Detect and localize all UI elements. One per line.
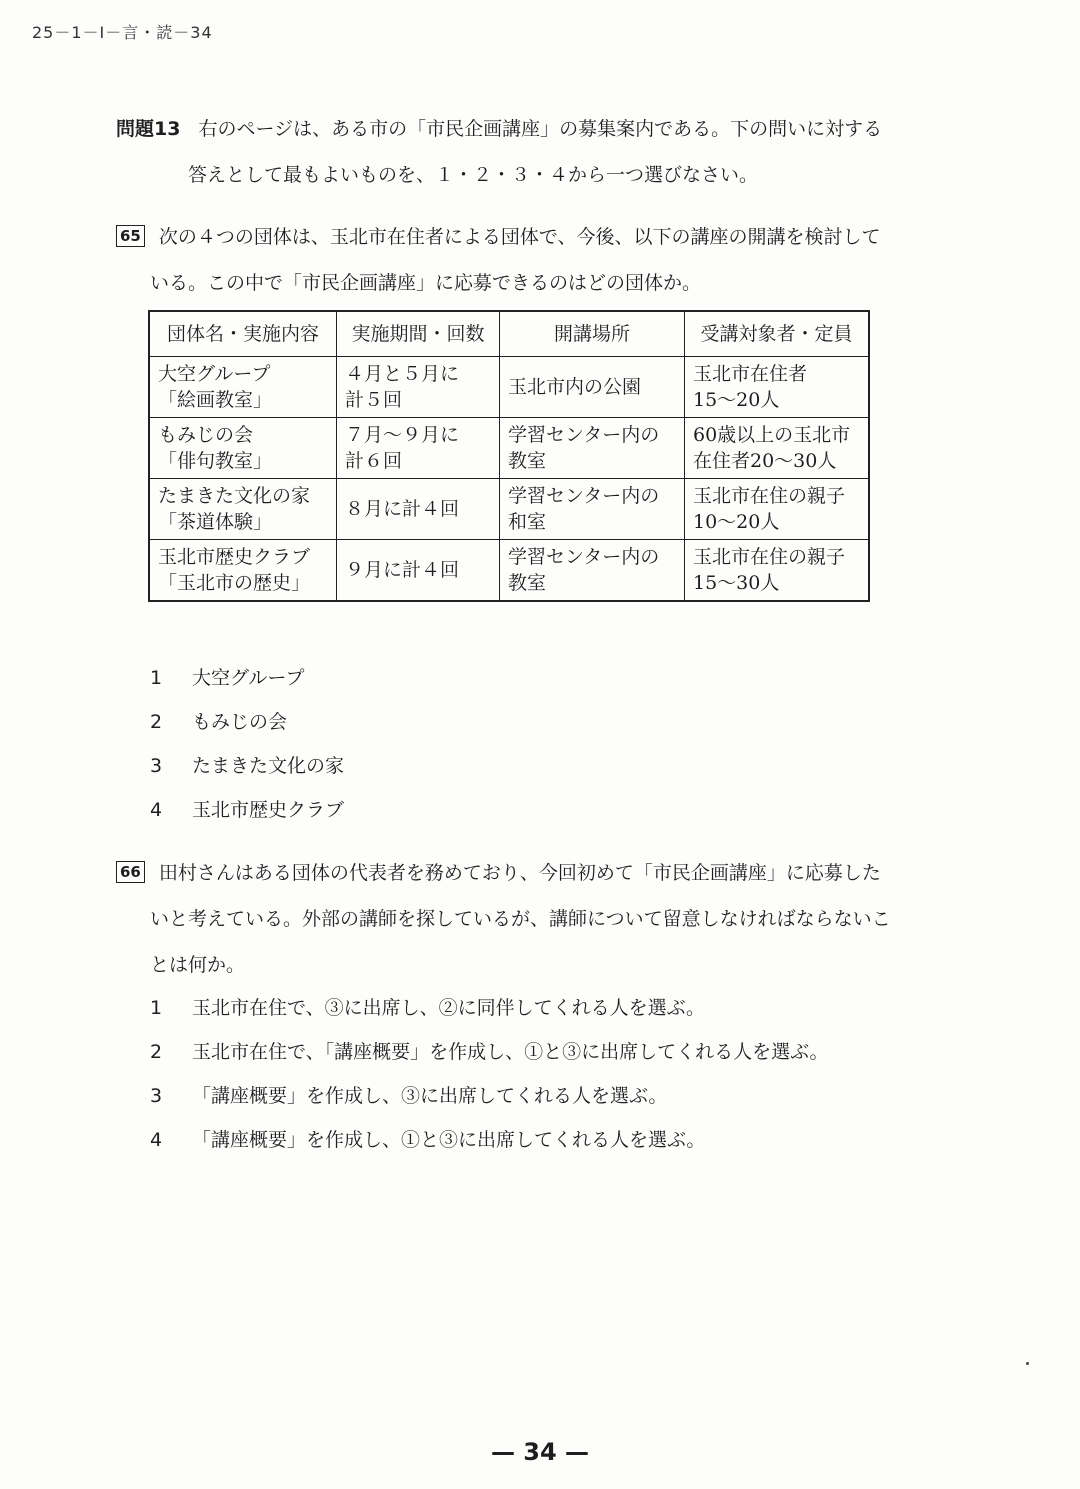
question-65-options bbox=[150, 656, 344, 832]
problem-instructions bbox=[116, 106, 956, 198]
question-66-line-2: いと考えている。外部の講師を探しているが、講師について留意しなければならないこ bbox=[150, 908, 891, 930]
question-65 bbox=[116, 214, 946, 306]
table-row bbox=[149, 357, 869, 418]
table-header: 開講場所 bbox=[500, 311, 685, 357]
venue-cell: 学習センター内の 和室 bbox=[500, 479, 685, 540]
group-cell: もみじの会 「俳句教室」 bbox=[149, 418, 337, 479]
table-row bbox=[149, 540, 869, 602]
period-cell: ８月に計４回 bbox=[337, 479, 500, 540]
target-cell: 60歳以上の玉北市 在住者20〜30人 bbox=[685, 418, 870, 479]
table-row bbox=[149, 479, 869, 540]
question-number-66: 66 bbox=[116, 861, 145, 883]
period-cell: ４月と５月に 計５回 bbox=[337, 357, 500, 418]
answer-option[interactable]: 2 玉北市在住で、「講座概要」を作成し、①と③に出席してくれる人を選ぶ。 bbox=[150, 1041, 829, 1063]
question-65-line-2: いる。この中で「市民企画講座」に応募できるのはどの団体か。 bbox=[150, 272, 702, 294]
question-66-line-1: 田村さんはある団体の代表者を務めており、今回初めて「市民企画講座」に応募した bbox=[158, 862, 881, 884]
answer-option[interactable]: 3 「講座概要」を作成し、③に出席してくれる人を選ぶ。 bbox=[150, 1085, 668, 1107]
answer-option[interactable]: 4 玉北市歴史クラブ bbox=[150, 799, 345, 821]
group-cell: 大空グループ 「絵画教室」 bbox=[149, 357, 337, 418]
answer-option[interactable]: 2 もみじの会 bbox=[150, 711, 288, 733]
period-cell: ７月〜９月に 計６回 bbox=[337, 418, 500, 479]
table-header: 受講対象者・定員 bbox=[685, 311, 870, 357]
problem-line-1: 右のページは、ある市の「市民企画講座」の募集案内である。下の問いに対する bbox=[198, 118, 883, 140]
period-cell: ９月に計４回 bbox=[337, 540, 500, 602]
answer-option[interactable]: 4 「講座概要」を作成し、①と③に出席してくれる人を選ぶ。 bbox=[150, 1129, 706, 1151]
page-number: — 34 — bbox=[490, 1438, 590, 1466]
answer-option[interactable]: 3 たまきた文化の家 bbox=[150, 755, 345, 777]
answer-option[interactable]: 1 大空グループ bbox=[150, 667, 305, 689]
problem-label: 問題13 bbox=[116, 118, 181, 140]
target-cell: 玉北市在住の親子 15〜30人 bbox=[685, 540, 870, 602]
venue-cell: 学習センター内の 教室 bbox=[500, 540, 685, 602]
answer-option[interactable]: 1 玉北市在住で、③に出席し、②に同伴してくれる人を選ぶ。 bbox=[150, 997, 706, 1019]
table-row bbox=[149, 418, 869, 479]
problem-line-2: 答えとして最もよいものを、１・２・３・４から一つ選びなさい。 bbox=[188, 164, 759, 186]
scan-speck bbox=[1026, 1362, 1029, 1365]
page-header-code: 25－1－Ⅰ－言・読－34 bbox=[32, 23, 213, 42]
table-header: 実施期間・回数 bbox=[337, 311, 500, 357]
question-number-65: 65 bbox=[116, 225, 145, 247]
table-header: 団体名・実施内容 bbox=[149, 311, 337, 357]
group-cell: たまきた文化の家 「茶道体験」 bbox=[149, 479, 337, 540]
venue-cell: 学習センター内の 教室 bbox=[500, 418, 685, 479]
question-66-line-3: とは何か。 bbox=[150, 954, 246, 976]
target-cell: 玉北市在住者 15〜20人 bbox=[685, 357, 870, 418]
question-65-line-1: 次の４つの団体は、玉北市在住者による団体で、今後、以下の講座の開講を検討して bbox=[158, 226, 881, 248]
table-header-row bbox=[149, 311, 869, 357]
question-66 bbox=[116, 850, 946, 988]
group-cell: 玉北市歴史クラブ 「玉北市の歴史」 bbox=[149, 540, 337, 602]
course-table bbox=[148, 310, 870, 602]
venue-cell: 玉北市内の公園 bbox=[500, 357, 685, 418]
target-cell: 玉北市在住の親子 10〜20人 bbox=[685, 479, 870, 540]
question-66-options bbox=[150, 986, 829, 1162]
